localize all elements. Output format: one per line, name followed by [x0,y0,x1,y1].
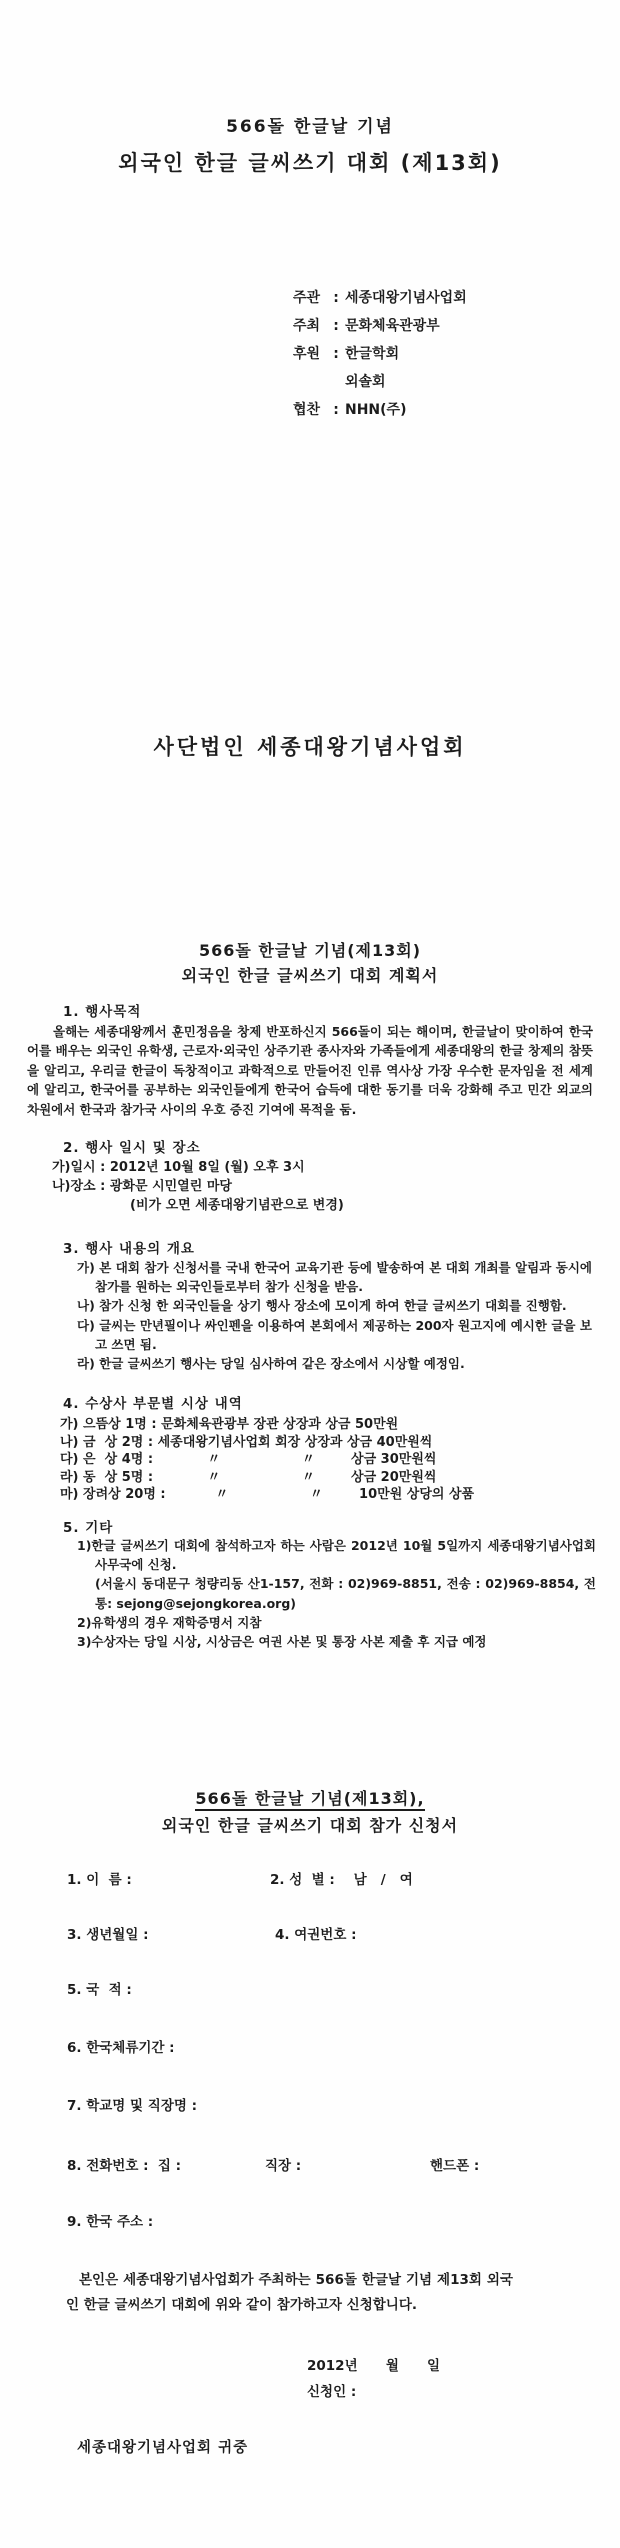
sponsor-label: 협찬 [293,402,321,418]
sponsor-label: 주관 [293,290,321,306]
section5-items [0,1536,596,1651]
form-field-nationality: 5. 국 적 : [67,1982,132,1998]
sponsor-value: 외솔회 [345,374,386,390]
form-recipient: 세종대왕기념사업회 귀중 [77,2440,249,2456]
section5-heading: 5. 기타 [63,1520,114,1536]
overview-item: 가) 본 대회 참가 신청서를 국내 한국어 교육기관 등에 발송하여 본 대회 개최를 알림과 동시에 참가를 원하는 외국인들로부터 참가 신청을 받음. [77,1260,592,1295]
prize-item: 마) 장려상 20명 : 〃 〃 10만원 상당의 상품 [60,1487,475,1503]
sponsor-colon: : [333,318,339,334]
form-field-name: 1. 이 름 : [67,1872,132,1888]
section1-purpose-paragraph: 올해는 세종대왕께서 훈민정음을 창제 반포하신지 566돌이 되는 해이며, 한글날이 맞이하여 한국어를 배우는 외국인 유학생, 근로자·외국인 상주기관 종사자와 가족들에게 세종대왕의 한글 창제의 참뜻을 알리고, 우리글 한글이 독창적이고 과학적으로 만들어진 인류 역사상 가장 우수한 문자임을 전 세계에 알리고, 한국어를 공부하는 외국인들에게 한국어 습득에 대한 동기를 더욱 강화해 주고 민간 외교의 차원에서 한국과 참가국 사이의 우호 증진 기여에 목적을 둠. [27,1024,593,1117]
overview-item: 라) 한글 글씨쓰기 행사는 당일 심사하여 같은 장소에서 시상할 예정임. [77,1356,465,1372]
event-place-line: 나)장소 : 광화문 시민열린 마당 [52,1179,232,1194]
cover-title-line1: 566돌 한글날 기념 [226,117,394,137]
form-date-line: 2012년 월 일 [307,2358,441,2374]
form-header-line1 [0,1786,620,1809]
form-field-gender: 2. 성 별 : 남 / 여 [270,1872,413,1888]
form-field-birthdate: 3. 생년월일 : [67,1927,149,1943]
sponsor-value: 세종대왕기념사업회 [345,290,467,306]
cover-title-line2: 외국인 한글 글씨쓰기 대회 (제13회) [118,151,502,175]
form-field-passport: 4. 여권번호 : [275,1927,357,1943]
sponsor-block [293,284,467,424]
section2-lines [52,1158,344,1215]
prize-item: 가) 으뜸상 1명 : 문화체육관광부 장관 상장과 상금 50만원 [60,1417,399,1432]
form-applicant-label: 신청인 : [307,2384,361,2400]
etc-item: 3)수상자는 당일 시상, 시상금은 여권 사본 및 통장 사본 제출 후 지급 예정 [77,1634,487,1650]
prize-item: 나) 금 상 2명 : 세종대왕기념사업회 회장 상장과 상금 40만원씩 [60,1434,433,1450]
section1-heading: 1. 행사목적 [63,1004,142,1020]
sponsor-label [293,368,327,396]
section2-heading: 2. 행사 일시 및 장소 [63,1140,201,1156]
form-field-address: 9. 한국 주소 : [67,2214,154,2230]
etc-item: 2)유학생의 경우 재학증명서 지참 [77,1614,262,1630]
sponsor-row-hyeopchan [293,396,467,424]
sponsor-label: 주최 [293,318,321,334]
form-header-underlined-text: 566돌 한글날 기념(제13회), [195,1789,424,1811]
prize-item: 라) 동 상 5명 : 〃 〃 상금 20만원씩 [60,1469,437,1485]
sponsor-row-jugwan [293,284,467,312]
form-declaration-paragraph: 본인은 세종대왕기념사업회가 주최하는 566돌 한글날 기념 제13회 외국인 한글 글씨쓰기 대회에 위와 같이 참가하고자 신청합니다. [66,2272,513,2313]
form-field-phone-mobile: 핸드폰 : [430,2158,480,2174]
organization-name: 사단법인 세종대왕기념사업회 [153,735,467,759]
sponsor-colon: : [333,290,339,306]
sponsor-row-oesolhoe [293,368,467,396]
sponsor-colon: : [333,402,339,418]
etc-item-contact-detail: (서울시 동대문구 청량리동 산1-157, 전화 : 02)969-8851, 전송 : 02)969-8854, 전통: sejong@sejongkorea.org) [95,1576,596,1611]
sponsor-row-juchoe [293,312,467,340]
form-field-phone-home: 8. 전화번호 : 집 : [67,2158,182,2174]
sponsor-label: 후원 [293,346,321,362]
form-header-line2: 외국인 한글 글씨쓰기 대회 참가 신청서 [161,1816,459,1835]
section3-heading: 3. 행사 내용의 개요 [63,1241,195,1257]
plan-header-line2: 외국인 한글 글씨쓰기 대회 계획서 [181,966,439,985]
event-place-note-line: (비가 오면 세종대왕기념관으로 변경) [130,1198,344,1213]
section4-prize-list [60,1416,474,1504]
sponsor-row-huwon [293,340,467,368]
etc-item: 1)한글 글씨쓰기 대회에 참석하고자 하는 사람은 2012년 10월 5일까지 세종대왕기념사업회 사무국에 신청. [77,1538,596,1573]
form-field-phone-work: 직장 : [265,2158,302,2174]
form-field-school: 7. 학교명 및 직장명 : [67,2098,198,2114]
sponsor-colon: : [333,346,339,362]
sponsor-value: 문화체육관광부 [345,318,440,334]
section4-heading: 4. 수상사 부문별 시상 내역 [63,1396,243,1412]
section3-items [0,1258,592,1373]
sponsor-value: NHN(주) [345,402,407,418]
prize-item: 다) 은 상 4명 : 〃 〃 상금 30만원씩 [60,1452,437,1468]
sponsor-value: 한글학회 [345,346,400,362]
overview-item: 다) 글씨는 만년필이나 싸인펜을 이용하여 본회에서 제공하는 200자 원고지에 예시한 글을 보고 쓰면 됨. [77,1317,592,1352]
event-datetime-line: 가)일시 : 2012년 10월 8일 (월) 오후 3시 [52,1160,305,1175]
plan-header-line1: 566돌 한글날 기념(제13회) [198,941,422,960]
overview-item: 나) 참가 신청 한 외국인들을 상기 행사 장소에 모이게 하여 한글 글씨쓰기 대회를 진행함. [77,1298,567,1314]
form-field-stay-period: 6. 한국체류기간 : [67,2040,175,2056]
